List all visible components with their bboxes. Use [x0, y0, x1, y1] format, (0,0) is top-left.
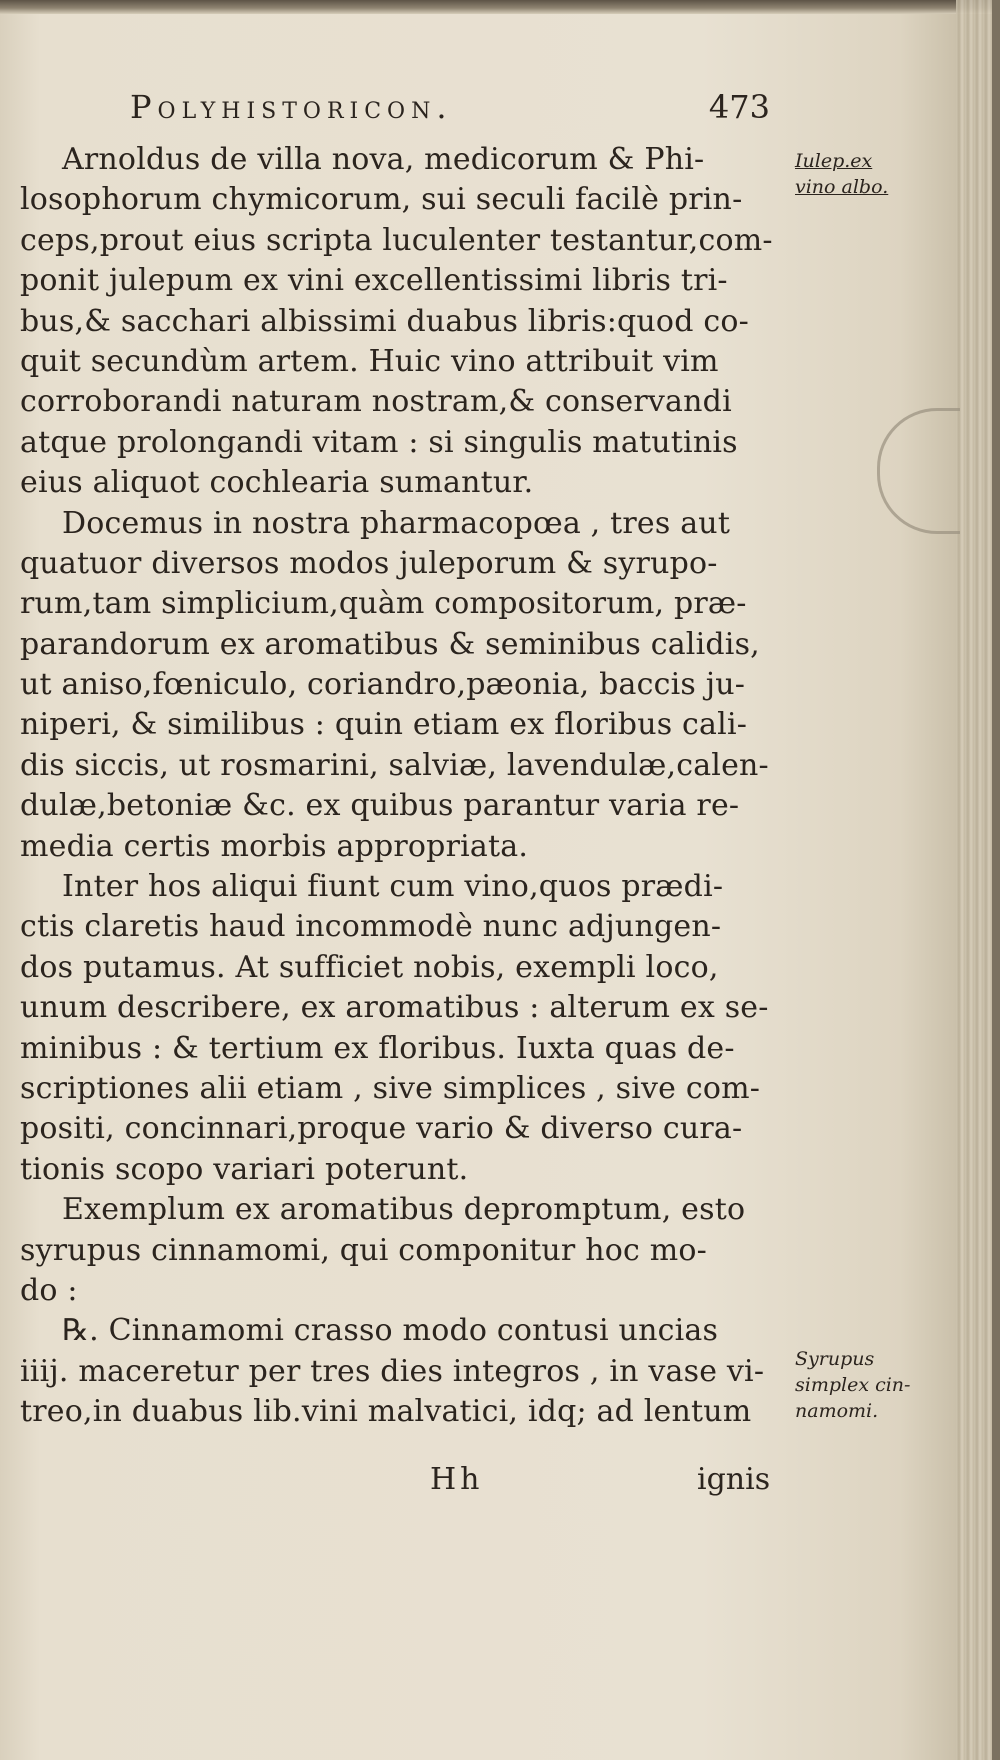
text-line: parandorum ex aromatibus & seminibus calidis, [20, 626, 760, 662]
text-line: niperi, & similibus : quin etiam ex floribus cali- [20, 707, 748, 743]
text-line: scriptiones alii etiam , sive simplices , sive com- [20, 1070, 761, 1106]
clasp-shadow [877, 408, 960, 534]
text-line: Arnoldus de villa nova, medicorum & Phi- [62, 142, 705, 177]
page-number: 473 [708, 88, 770, 126]
text-line: Inter hos aliqui fiunt cum vino,quos prædi- [62, 869, 724, 905]
text-line: dulæ,betoniæ &c. ex quibus parantur varia re- [20, 788, 740, 824]
text-line: Exemplum ex aromatibus depromptum, esto [62, 1192, 746, 1228]
text-line: atque prolongandi vitam : si singulis matutinis [20, 424, 738, 460]
text-line: rum,tam simplicium,quàm compositorum, præ- [20, 586, 747, 622]
text-line: ceps,prout eius scripta luculenter testantur,com- [20, 222, 773, 258]
margin-note-syrup-line-2: simplex cin- [795, 1374, 911, 1396]
text-line: ponit julepum ex vini excellentissimi libris tri- [20, 263, 728, 299]
text-line: media certis morbis appropriata. [20, 828, 529, 864]
text-line: iiij. maceretur per tres dies integros , in vase vi- [20, 1353, 765, 1389]
text-line: corroborandi naturam nostram,& conservandi [20, 384, 732, 420]
text-line: quit secundùm artem. Huic vino attribuit vim [20, 343, 719, 379]
page-header [130, 88, 770, 132]
text-line: Docemus in nostra pharmacopœa , tres aut [62, 505, 731, 541]
text-line: unum describere, ex aromatibus : alterum ex se- [20, 990, 769, 1026]
text-line: losophorum chymicorum, sui seculi facilè prin- [20, 182, 743, 218]
margin-note-syrup-line-1: Syrupus [795, 1348, 875, 1370]
text-line: ut aniso,fœniculo, coriandro,pæonia, baccis ju- [20, 667, 746, 703]
page-top-edge [0, 0, 1000, 14]
text-line: dis siccis, ut rosmarini, salviæ, lavendulæ,calen- [20, 747, 769, 783]
margin-notes-syrup [795, 1346, 965, 1424]
body-text [20, 140, 800, 1433]
running-title: Polyhistoricon. [130, 88, 453, 126]
margin-notes [795, 148, 965, 200]
text-line: do : [20, 1272, 78, 1308]
text-line: positi, concinnari,proque vario & diverso cura- [20, 1111, 743, 1147]
text-line: treo,in duabus lib.vini malvatici, idq; ad lentum [20, 1394, 752, 1430]
signature-mark: Hh [430, 1462, 484, 1497]
margin-note-julep-line-2: vino albo. [795, 176, 889, 198]
text-line: eius aliquot cochlearia sumantur. [20, 465, 534, 501]
text-line: bus,& sacchari albissimi duabus libris:quod co- [20, 303, 749, 339]
text-line: ctis claretis haud incommodè nunc adjungen- [20, 909, 722, 945]
book-spine-edge [992, 0, 1000, 1760]
text-line: ℞. Cinnamomi crasso modo contusi uncias [62, 1313, 719, 1349]
text-line: quatuor diversos modos juleporum & syrupo- [20, 545, 718, 581]
text-line: syrupus cinnamomi, qui componitur hoc mo- [20, 1232, 707, 1268]
catchword: ignis [697, 1462, 771, 1497]
margin-note-syrup-line-3: namomi. [795, 1400, 879, 1422]
margin-note-julep-line-1: Iulep.ex [795, 150, 873, 172]
text-line: tionis scopo variari poterunt. [20, 1151, 469, 1187]
text-line: minibus : & tertium ex floribus. Iuxta quas de- [20, 1030, 735, 1066]
text-line: dos putamus. At sufficiet nobis, exempli loco, [20, 949, 719, 985]
